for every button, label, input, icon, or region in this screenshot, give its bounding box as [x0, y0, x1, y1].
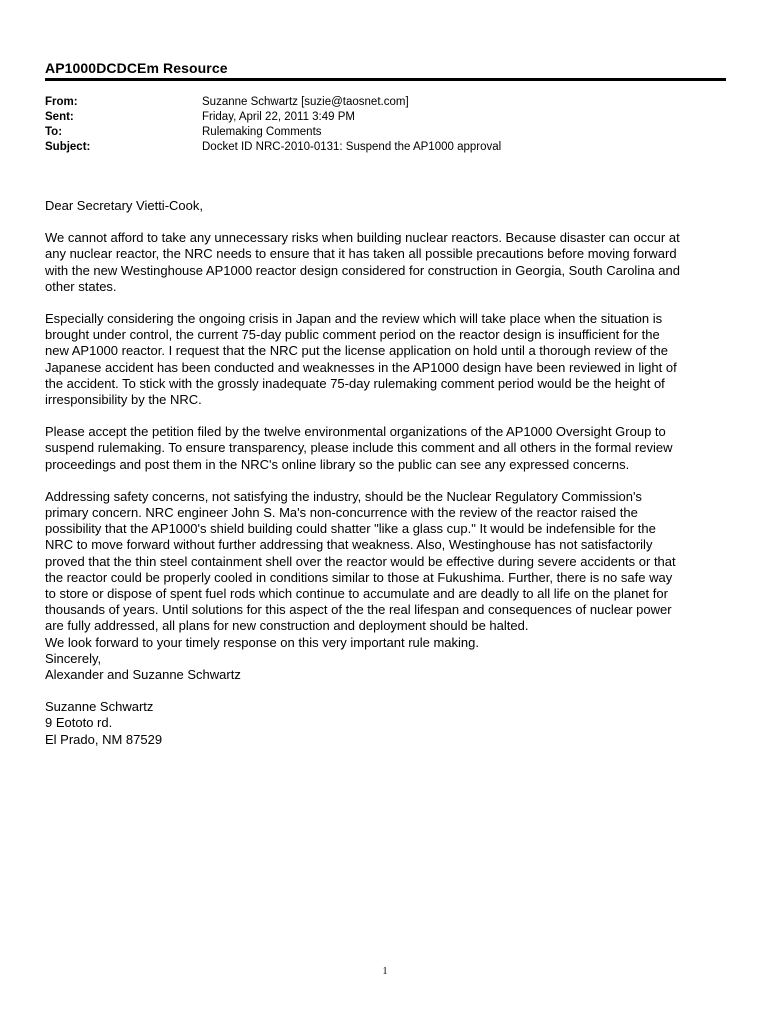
header-row-sent	[45, 110, 501, 125]
header-label-subject: Subject:	[45, 141, 91, 153]
spacer	[45, 683, 730, 699]
header-label-to: To:	[45, 126, 63, 138]
address-street: 9 Eototo rd.	[45, 715, 113, 731]
header-value-sent: Friday, April 22, 2011 3:49 PM	[202, 111, 355, 123]
paragraph: Especially considering the ongoing crisis in Japan and the review which will take place when the situation is brought under control, the current 75-day public comment period on the reactor design is insufficient for the new AP1000 reactor. I request that the NRC put the license application on hold until a thorough review of the Japanese accident has been conducted and weaknesses in the AP1000 design have been reviewed in light of the accident. To stick with the grossly inadequate 75-day rulemaking comment period would be the height of irresponsibility by the NRC.	[45, 311, 677, 408]
title-divider	[45, 78, 726, 81]
document-title: AP1000DCDCEm Resource	[45, 60, 228, 76]
paragraph: Addressing safety concerns, not satisfying the industry, should be the Nuclear Regulatory Commission's primary concern. NRC engineer John S. Ma's non-concurrence with the review of the reactor raised the possibility that the AP1000's shield building could shatter "like a glass cup." It would be indefensible for the NRC to move forward without further addressing that weakness. Also, Westinghouse has not satisfactorily proved that the thin steel containment shell over the reactor would be effective during severe accidents or that the reactor could be properly cooled in conditions similar to those at Fukushima. Further, there is no safe way to store or dispose of spent fuel rods which continue to accumulate and are deadly to all life on the planet for thousands of years. Until solutions for this aspect of the the real lifespan and consequences of nuclear power are fully addressed, all plans for new construction and deployment should be halted.	[45, 488, 676, 634]
address-city: El Prado, NM 87529	[45, 731, 163, 747]
closing-line: We look forward to your timely response on this very important rule making.	[45, 634, 479, 650]
header-value-from: Suzanne Schwartz [suzie@taosnet.com]	[202, 96, 409, 108]
email-headers	[45, 95, 501, 155]
signoff: Sincerely,	[45, 650, 102, 666]
address-name: Suzanne Schwartz	[45, 699, 154, 715]
page-number: 1	[382, 966, 388, 977]
header-value-to: Rulemaking Comments	[202, 126, 322, 138]
header-row-subject	[45, 140, 501, 155]
header-row-to	[45, 125, 501, 140]
salutation: Dear Secretary Vietti-Cook,	[45, 198, 203, 213]
paragraph: We cannot afford to take any unnecessary risks when building nuclear reactors. Because disaster can occur at any nuclear reactor, the NRC needs to ensure that it has taken all possible precautions before moving forward with the new Westinghouse AP1000 reactor design considered for construction in Georgia, South Carolina and other states.	[45, 230, 680, 294]
paragraph: Please accept the petition filed by the twelve environmental organizations of the AP1000 Oversight Group to suspend rulemaking. To ensure transparency, please include this comment and all others in the formal review proceedings and post them in the NRC's online library so the public can see any expressed concerns.	[45, 424, 673, 472]
letter-body	[45, 198, 730, 748]
header-label-sent: Sent:	[45, 111, 74, 123]
header-row-from	[45, 95, 501, 110]
header-label-from: From:	[45, 96, 78, 108]
signers: Alexander and Suzanne Schwartz	[45, 667, 241, 683]
header-value-subject: Docket ID NRC-2010-0131: Suspend the AP1000 approval	[202, 141, 502, 153]
